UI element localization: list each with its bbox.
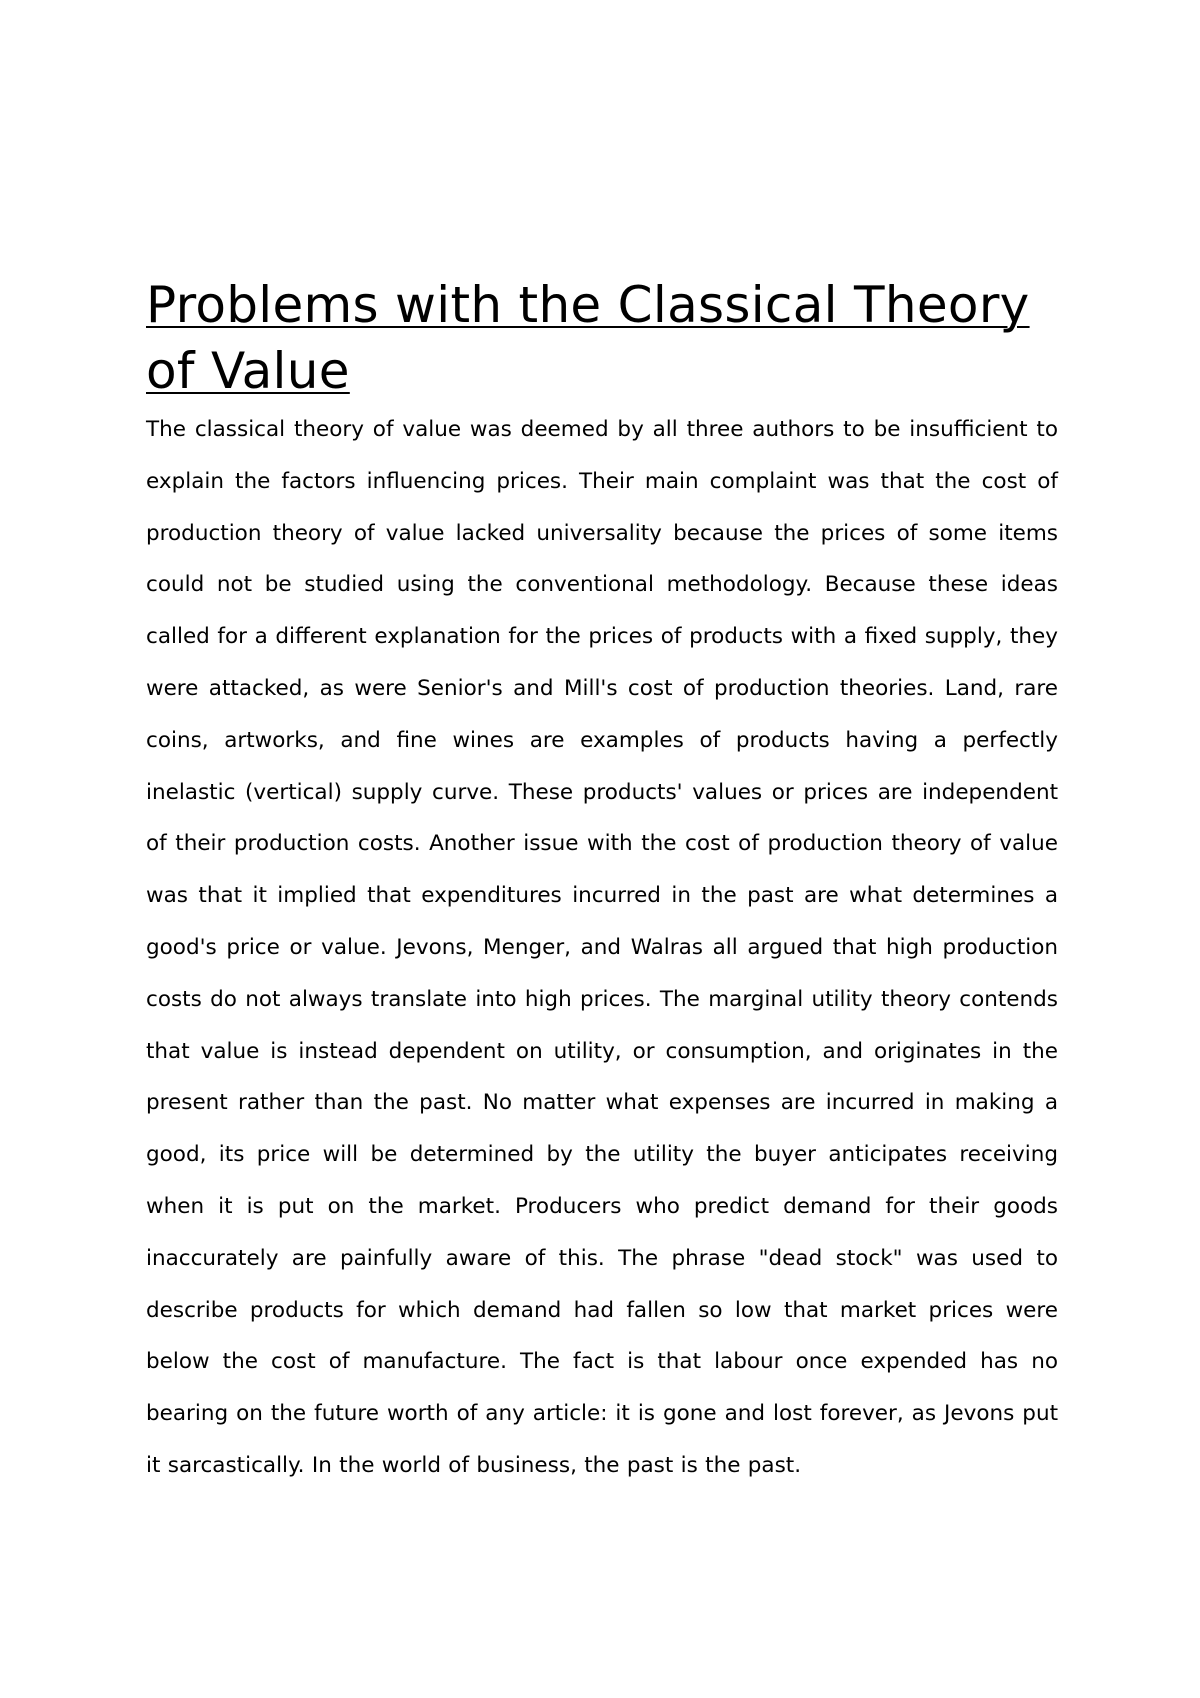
- document-title: Problems with the Classical Theory of Value: [146, 276, 1030, 400]
- document-content: [146, 272, 1058, 1492]
- body-paragraph: The classical theory of value was deemed by all three authors to be insufficient to explain the factors influencing prices. Their main complaint was that the cost of production theory of value lacked universality because the prices of some items could not be studied using the conventional methodology. Because these ideas called for a different explanation for the prices of products with a fixed supply, they were attacked, as were Senior's and Mill's cost of production theories. Land, rare coins, artworks, and fine wines are examples of products having a perfectly inelastic (vertical) supply curve. These products' values or prices are independent of their production costs. Another issue with the cost of production theory of value was that it implied that expenditures incurred in the past are what determines a good's price or value. Jevons, Menger, and Walras all argued that high production costs do not always translate into high prices. The marginal utility theory contends that value is instead dependent on utility, or consumption, and originates in the present rather than the past. No matter what expenses are incurred in making a good, its price will be determined by the utility the buyer anticipates receiving when it is put on the market. Producers who predict demand for their goods inaccurately are painfully aware of this. The phrase "dead stock" was used to describe products for which demand had fallen so low that market prices were below the cost of manufacture. The fact is that labour once expended has no bearing on the future worth of any article: it is gone and lost forever, as Jevons put it sarcastically. In the world of business, the past is the past.: [146, 417, 1058, 1478]
